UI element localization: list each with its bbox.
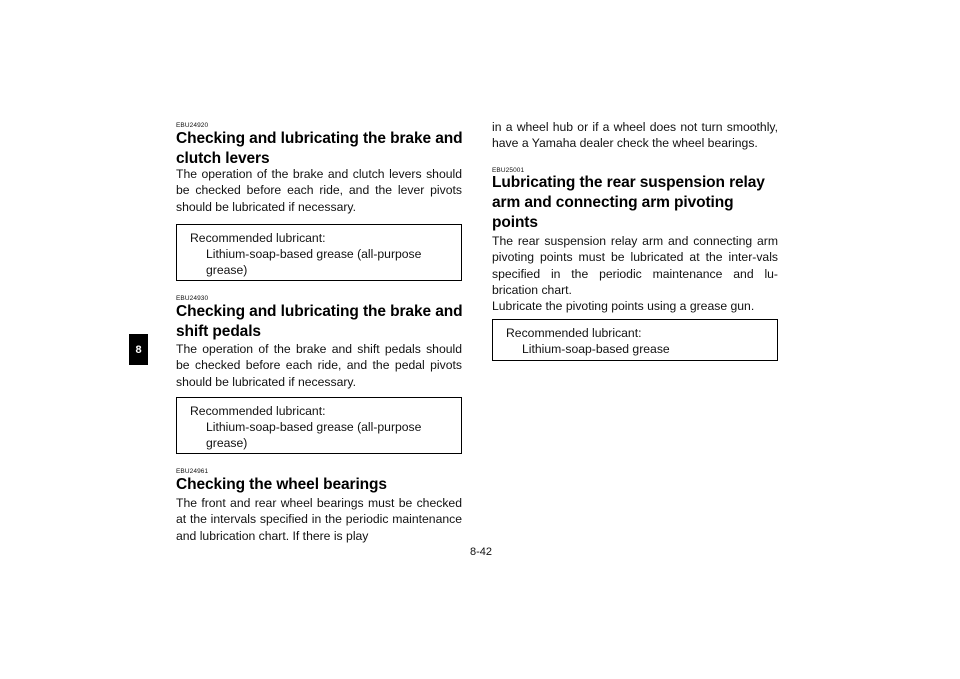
lubricant-value: Lithium-soap-based grease	[522, 342, 670, 356]
section-title: Checking the wheel bearings	[176, 476, 387, 493]
lubricant-box	[176, 224, 462, 281]
section-code: EBU24961	[176, 468, 209, 475]
section-title: Lubricating the rear suspension relay arm and connecting arm pivoting points	[492, 174, 765, 231]
section-body: The front and rear wheel bearings must be checked at the intervals specified in the periodic maintenance and lubrication chart. If there is play	[176, 496, 462, 543]
section-code: EBU24920	[176, 122, 209, 129]
section-body: Lubricate the pivoting points using a grease gun.	[492, 299, 755, 313]
lubricant-box	[176, 397, 462, 454]
section-body: The operation of the brake and shift pedals should be checked before each ride, and the pedal pivots should be lubricated if necessary.	[176, 342, 462, 389]
section-code: EBU24930	[176, 295, 209, 302]
lubricant-label: Recommended lubricant:	[190, 404, 326, 418]
lubricant-value: grease)	[206, 436, 248, 450]
section-title: Checking and lubricating the brake and shift pedals	[176, 303, 463, 340]
chapter-tab	[129, 334, 148, 365]
section-body: The operation of the brake and clutch levers should be checked before each ride, and the lever pivots should be lubricated if necessary.	[176, 167, 462, 214]
page-number: 8-42	[470, 546, 493, 558]
lubricant-value: Lithium-soap-based grease (all-purpose	[206, 247, 422, 261]
lubricant-value: grease)	[206, 263, 248, 277]
section-body: The rear suspension relay arm and connecting arm pivoting points must be lubricated at the inter-vals specified in the periodic maintenance and lu-brication chart.	[492, 234, 778, 297]
lubricant-value: Lithium-soap-based grease (all-purpose	[206, 420, 422, 434]
lubricant-box	[492, 319, 778, 361]
lubricant-label: Recommended lubricant:	[190, 231, 326, 245]
section-title: Checking and lubricating the brake and clutch levers	[176, 130, 463, 167]
lubricant-label: Recommended lubricant:	[506, 326, 642, 340]
chapter-tab-number: 8	[135, 343, 142, 356]
section-code: EBU25001	[492, 167, 525, 174]
section-body-continued: in a wheel hub or if a wheel does not turn smoothly, have a Yamaha dealer check the wheel bearings.	[492, 120, 778, 151]
